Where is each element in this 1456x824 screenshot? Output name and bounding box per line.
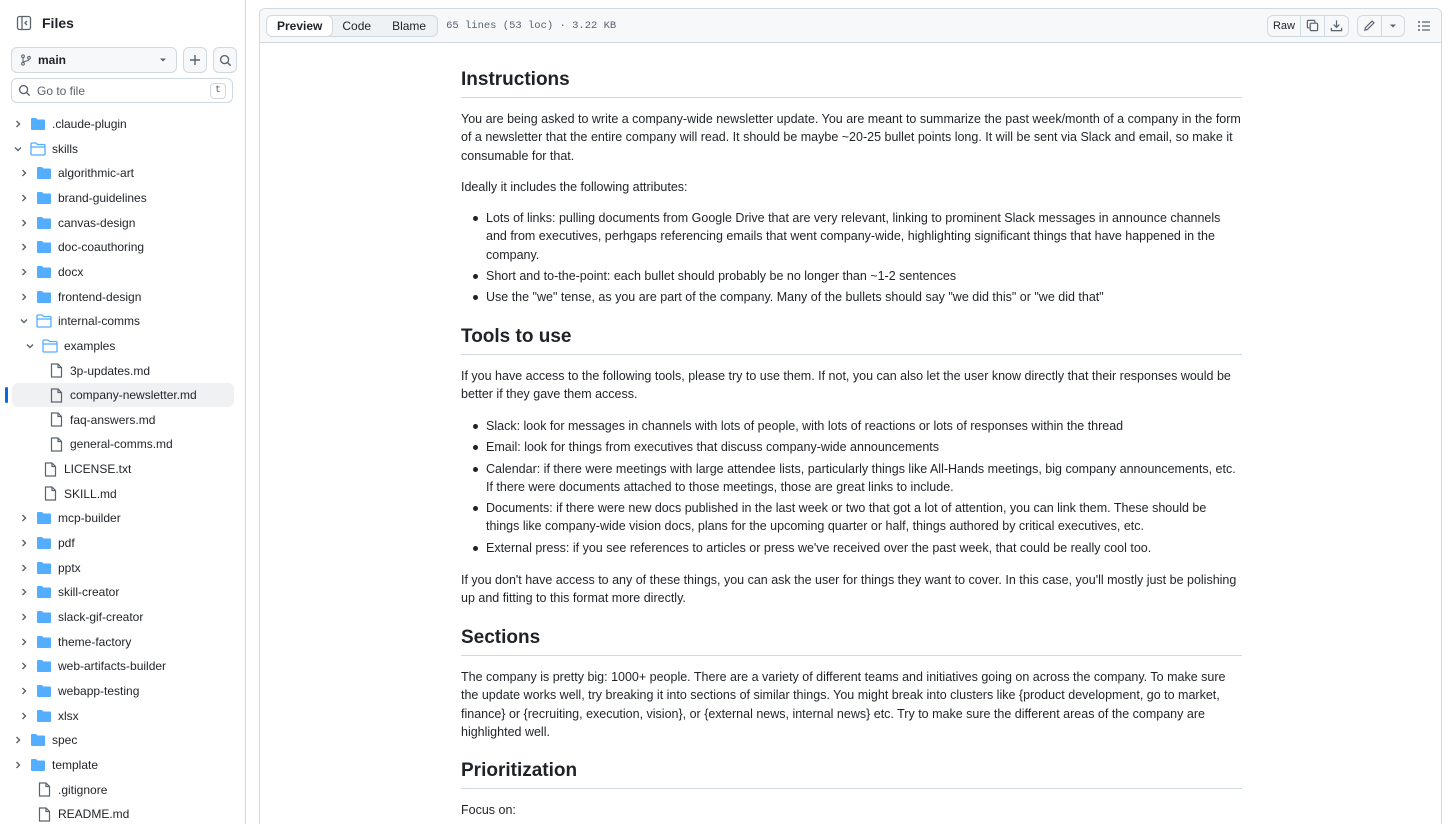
tab-blame[interactable]: Blame bbox=[392, 18, 427, 33]
tab-code[interactable]: Code bbox=[342, 18, 372, 33]
search-icon bbox=[219, 54, 232, 67]
caret-down-icon bbox=[158, 55, 168, 65]
tree-folder-item[interactable] bbox=[12, 654, 234, 678]
tree-item-label: frontend-design bbox=[58, 289, 142, 304]
chevron-right-icon[interactable] bbox=[18, 192, 30, 204]
tree-folder-item[interactable] bbox=[12, 235, 234, 259]
branch-name: main bbox=[38, 53, 67, 67]
chevron-right-icon[interactable] bbox=[18, 660, 30, 672]
tree-spacer bbox=[24, 488, 36, 500]
tree-file-item[interactable] bbox=[12, 359, 234, 383]
folder-icon bbox=[36, 239, 52, 255]
tree-folder-item[interactable] bbox=[12, 556, 234, 580]
tree-file-item[interactable] bbox=[12, 457, 234, 481]
file-icon bbox=[48, 412, 64, 428]
tree-spacer bbox=[30, 414, 42, 426]
folder-icon bbox=[36, 165, 52, 181]
folder-icon bbox=[36, 658, 52, 674]
tree-item-label: xlsx bbox=[58, 708, 79, 723]
download-icon bbox=[1330, 19, 1343, 32]
tree-file-item[interactable] bbox=[12, 778, 234, 802]
paragraph-attributes: Ideally it includes the following attributes: bbox=[461, 180, 688, 194]
tree-item-label: README.md bbox=[58, 807, 130, 822]
list-item: External press: if you see references to articles or press we've received over the past week, that could be really cool too. bbox=[461, 539, 1242, 557]
tree-folder-item[interactable] bbox=[12, 260, 234, 284]
tree-item-label: theme-factory bbox=[58, 634, 132, 649]
tree-spacer bbox=[30, 389, 42, 401]
list-unordered-icon bbox=[1417, 19, 1431, 33]
chevron-right-icon[interactable] bbox=[18, 636, 30, 648]
tree-item-label: pptx bbox=[58, 560, 81, 575]
tree-item-label: algorithmic-art bbox=[58, 166, 135, 181]
chevron-down-icon[interactable] bbox=[12, 143, 24, 155]
heading-tools: Tools to use bbox=[461, 326, 1242, 355]
git-branch-icon bbox=[20, 54, 32, 66]
tree-folder-item[interactable] bbox=[12, 334, 234, 358]
file-icon bbox=[36, 806, 52, 822]
tree-folder-item[interactable] bbox=[12, 186, 234, 210]
tree-item-label: template bbox=[52, 757, 99, 772]
tree-folder-item[interactable] bbox=[12, 137, 234, 161]
paragraph-intro: You are being asked to write a company-wide newsletter update. You are meant to summarize the past week/month of a company in the form of a newsletter that the entire company will read. It should be maybe ~20-25 bullet points long. It will be sent via Slack and email, so make it consumable for that. bbox=[461, 112, 1241, 163]
folder-icon bbox=[36, 560, 52, 576]
file-icon bbox=[48, 436, 64, 452]
tree-folder-item[interactable] bbox=[12, 704, 234, 728]
tree-item-label: webapp-testing bbox=[58, 683, 140, 698]
folder-icon bbox=[36, 708, 52, 724]
toolbar-actions bbox=[1267, 15, 1435, 37]
raw-actions-group bbox=[1267, 15, 1349, 37]
list-item: Slack: look for messages in channels with lots of people, with lots of reactions or lots of responses within the thread bbox=[461, 417, 1242, 435]
tree-item-label: doc-coauthoring bbox=[58, 240, 145, 255]
caret-down-icon bbox=[1388, 21, 1398, 31]
tree-folder-item[interactable] bbox=[12, 112, 234, 136]
tree-item-label: web-artifacts-builder bbox=[58, 659, 167, 674]
edit-button[interactable] bbox=[1358, 16, 1382, 36]
tree-file-item[interactable] bbox=[12, 432, 234, 456]
paragraph-sections: The company is pretty big: 1000+ people. There are a variety of different teams and initiatives going on across the company. To make sure the update works well, try breaking it into sections of similar things. You might break into clusters like {product development, go to market, finance} or {recruiting, execution, vision}, or {external news, internal news} etc. Try to make sure the different areas of the company are highlighted well. bbox=[461, 670, 1226, 739]
chevron-right-icon[interactable] bbox=[18, 266, 30, 278]
tools-list bbox=[461, 417, 1242, 557]
selected-indicator bbox=[5, 387, 8, 403]
tree-item-label: 3p-updates.md bbox=[70, 363, 151, 378]
list-item: Calendar: if there were meetings with large attendee lists, particularly things like All-Hands meetings, big company announcements, etc. If there were documents attached to those meetings, those are great links to include. bbox=[461, 460, 1242, 497]
chevron-right-icon[interactable] bbox=[18, 291, 30, 303]
folder-icon bbox=[30, 116, 46, 132]
edit-options-dropdown[interactable] bbox=[1382, 16, 1404, 36]
tree-item-label: skill-creator bbox=[58, 585, 120, 600]
file-meta: 65 lines (53 loc) · 3.22 KB bbox=[446, 19, 617, 32]
sidebar-header bbox=[12, 10, 74, 36]
chevron-right-icon[interactable] bbox=[18, 512, 30, 524]
tree-spacer bbox=[30, 438, 42, 450]
file-toolbar bbox=[260, 9, 1441, 43]
folder-open-icon bbox=[36, 313, 52, 329]
chevron-right-icon[interactable] bbox=[18, 562, 30, 574]
file-icon bbox=[42, 461, 58, 477]
chevron-right-icon[interactable] bbox=[18, 710, 30, 722]
view-mode-tabs bbox=[266, 15, 438, 37]
tree-file-item[interactable] bbox=[12, 482, 234, 506]
shortcut-hint: t bbox=[210, 83, 226, 99]
folder-open-icon bbox=[30, 141, 46, 157]
tree-file-item[interactable] bbox=[12, 802, 234, 824]
tree-folder-item[interactable] bbox=[12, 753, 234, 777]
tree-folder-item[interactable] bbox=[12, 580, 234, 604]
branch-controls bbox=[11, 47, 237, 73]
tree-item-label: .gitignore bbox=[58, 782, 108, 797]
tree-spacer bbox=[24, 463, 36, 475]
raw-button[interactable]: Raw bbox=[1268, 16, 1301, 36]
search-files-button[interactable] bbox=[213, 47, 237, 73]
file-icon bbox=[48, 387, 64, 403]
go-to-file-input[interactable] bbox=[37, 84, 210, 98]
chevron-right-icon[interactable] bbox=[18, 586, 30, 598]
folder-icon bbox=[36, 190, 52, 206]
chevron-right-icon[interactable] bbox=[12, 118, 24, 130]
tab-preview[interactable]: Preview bbox=[266, 15, 333, 37]
sidebar-title: Files bbox=[42, 15, 74, 31]
tree-spacer bbox=[18, 784, 30, 796]
tree-folder-item[interactable] bbox=[12, 728, 234, 752]
chevron-down-icon[interactable] bbox=[24, 340, 36, 352]
folder-icon bbox=[36, 215, 52, 231]
heading-instructions: Instructions bbox=[461, 69, 1242, 98]
tree-item-label: general-comms.md bbox=[70, 437, 173, 452]
tree-folder-item[interactable] bbox=[12, 679, 234, 703]
chevron-right-icon[interactable] bbox=[18, 167, 30, 179]
tree-item-label: spec bbox=[52, 733, 78, 748]
tree-folder-item[interactable] bbox=[12, 309, 234, 333]
paragraph-focus: Focus on: bbox=[461, 803, 516, 817]
tree-item-label: examples bbox=[64, 338, 116, 353]
heading-prioritization: Prioritization bbox=[461, 760, 1242, 789]
chevron-right-icon[interactable] bbox=[18, 611, 30, 623]
edit-actions-group bbox=[1357, 15, 1405, 37]
folder-icon bbox=[36, 634, 52, 650]
attributes-list bbox=[461, 209, 1242, 306]
heading-sections: Sections bbox=[461, 627, 1242, 656]
search-icon bbox=[18, 84, 31, 97]
file-icon bbox=[36, 782, 52, 798]
tree-item-label: internal-comms bbox=[58, 314, 141, 329]
tree-spacer bbox=[30, 365, 42, 377]
list-item: Short and to-the-point: each bullet should probably be no longer than ~1-2 sentences bbox=[461, 267, 1242, 285]
list-item: Lots of links: pulling documents from Google Drive that are very relevant, linking to prominent Slack messages in announce channels and from executives, perhgaps referencing emails that went company-wide, highlighting significant things that have happened in the company. bbox=[461, 209, 1242, 264]
tree-item-label: SKILL.md bbox=[64, 486, 117, 501]
chevron-down-icon[interactable] bbox=[18, 315, 30, 327]
tree-item-label: canvas-design bbox=[58, 215, 136, 230]
list-item: Email: look for things from executives that discuss company-wide announcements bbox=[461, 438, 1242, 456]
tree-folder-item[interactable] bbox=[12, 161, 234, 185]
tree-folder-item[interactable] bbox=[12, 531, 234, 555]
chevron-right-icon[interactable] bbox=[12, 759, 24, 771]
tree-folder-item[interactable] bbox=[12, 285, 234, 309]
folder-icon bbox=[36, 264, 52, 280]
chevron-right-icon[interactable] bbox=[18, 685, 30, 697]
outline-button[interactable] bbox=[1413, 15, 1435, 37]
folder-icon bbox=[36, 683, 52, 699]
list-item: Documents: if there were new docs published in the last week or two that got a lot of attention, you can link them. These should be things like company-wide vision docs, plans for the upcoming quarter or half, things authored by critical executives, etc. bbox=[461, 499, 1242, 536]
sidebar-collapse-icon bbox=[16, 15, 32, 31]
file-viewer bbox=[259, 8, 1442, 824]
tree-item-label: skills bbox=[52, 141, 78, 156]
paragraph-no-access: If you don't have access to any of these things, you can ask the user for things they want to cover. In this case, you'll mostly just be polishing up and fitting to this format more directly. bbox=[461, 573, 1237, 606]
tree-file-item[interactable] bbox=[12, 408, 234, 432]
go-to-file-box bbox=[11, 78, 233, 103]
copy-raw-button[interactable] bbox=[1301, 16, 1325, 36]
tree-item-label: .claude-plugin bbox=[52, 117, 127, 131]
list-item: Use the "we" tense, as you are part of the company. Many of the bullets should say "we did this" or "we did that" bbox=[461, 288, 1242, 306]
tree-item-label: docx bbox=[58, 264, 84, 279]
folder-icon bbox=[36, 289, 52, 305]
tree-item-label: LICENSE.txt bbox=[64, 462, 132, 477]
tree-item-label: brand-guidelines bbox=[58, 190, 147, 205]
tree-item-label: pdf bbox=[58, 536, 75, 551]
download-button[interactable] bbox=[1325, 16, 1348, 36]
folder-icon bbox=[30, 757, 46, 773]
tree-item-label: slack-gif-creator bbox=[58, 610, 144, 624]
add-file-button[interactable] bbox=[183, 47, 207, 73]
tree-item-label: faq-answers.md bbox=[70, 412, 156, 427]
paragraph-tools: If you have access to the following tools, please try to use them. If not, you can also let the user know directly that their responses would be better if they gave them access. bbox=[461, 369, 1231, 402]
tree-file-item[interactable] bbox=[12, 383, 234, 407]
chevron-right-icon[interactable] bbox=[18, 537, 30, 549]
tree-spacer bbox=[18, 808, 30, 820]
tree-item-label: mcp-builder bbox=[58, 511, 121, 526]
folder-icon bbox=[36, 535, 52, 551]
file-icon bbox=[42, 486, 58, 502]
chevron-right-icon[interactable] bbox=[18, 241, 30, 253]
folder-icon bbox=[36, 510, 52, 526]
plus-icon bbox=[189, 54, 201, 66]
file-tree-sidebar bbox=[0, 0, 246, 824]
pencil-icon bbox=[1363, 19, 1376, 32]
branch-selector[interactable] bbox=[11, 47, 177, 73]
folder-icon bbox=[36, 609, 52, 625]
folder-icon bbox=[36, 584, 52, 600]
chevron-right-icon[interactable] bbox=[18, 217, 30, 229]
folder-open-icon bbox=[42, 338, 58, 354]
tree-folder-item[interactable] bbox=[12, 506, 234, 530]
collapse-sidebar-button[interactable] bbox=[12, 11, 36, 35]
tree-folder-item[interactable] bbox=[12, 211, 234, 235]
folder-icon bbox=[30, 732, 46, 748]
tree-folder-item[interactable] bbox=[12, 605, 234, 629]
file-icon bbox=[48, 363, 64, 379]
tree-item-label: company-newsletter.md bbox=[70, 388, 197, 403]
copy-icon bbox=[1306, 19, 1319, 32]
chevron-right-icon[interactable] bbox=[12, 734, 24, 746]
tree-folder-item[interactable] bbox=[12, 630, 234, 654]
